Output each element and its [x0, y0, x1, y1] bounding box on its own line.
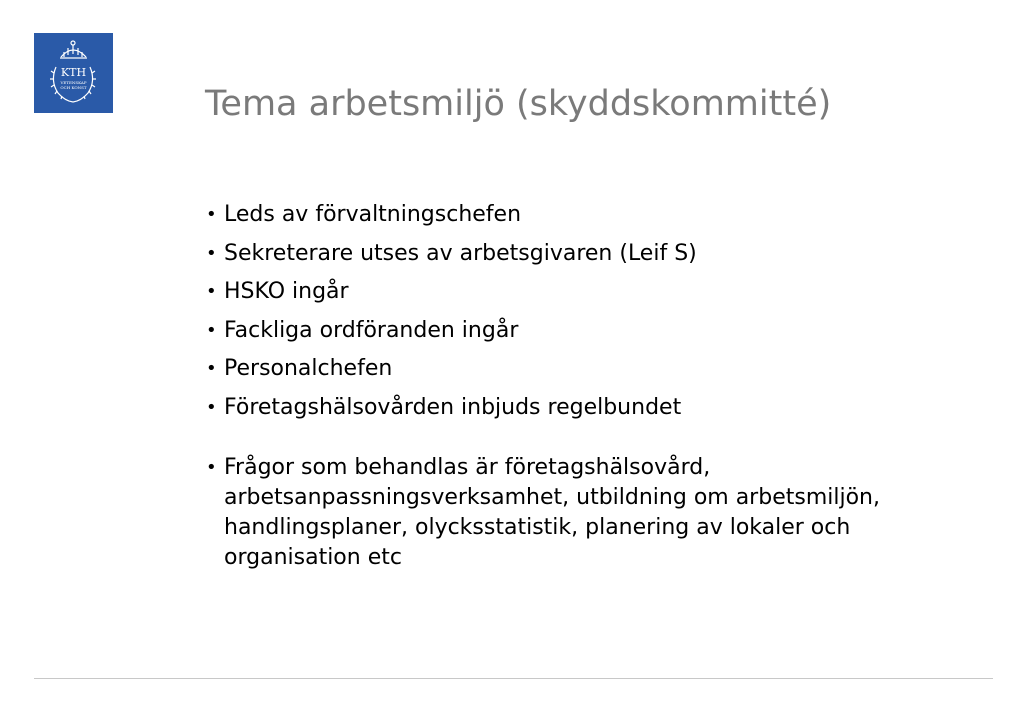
bullet-item: [206, 277, 986, 307]
bullet-icon: •: [206, 396, 217, 418]
slide-title: Tema arbetsmiljö (skyddskommitté): [205, 84, 832, 124]
bullet-icon: •: [206, 319, 217, 341]
bullet-item: [206, 354, 986, 384]
bullet-item: [206, 316, 986, 346]
footer-divider: [34, 678, 993, 679]
bullet-text: Sekreterare utses av arbetsgivaren (Leif S): [224, 240, 697, 266]
bullet-item: [206, 200, 986, 230]
bullet-item: [206, 453, 986, 573]
bullet-text: Leds av förvaltningschefen: [224, 202, 522, 227]
bullet-text: Frågor som behandlas är företagshälsovård, arbetsanpassningsverksamhet, utbildning om arbetsmiljön, handlingsplaner, olycksstatistik, planering av lokaler och organisation etc: [224, 454, 880, 570]
logo-tagline-line-1: VETENSKAP: [60, 80, 87, 85]
bullet-text: Personalchefen: [224, 356, 393, 382]
bullet-icon: •: [206, 456, 217, 478]
kth-crest-icon: [34, 33, 113, 113]
bullet-item: [206, 393, 986, 423]
logo-kth-text: KTH: [60, 66, 87, 79]
bullet-icon: •: [206, 281, 217, 303]
bullet-icon: •: [206, 204, 217, 225]
bullet-text: Fackliga ordföranden ingår: [224, 317, 519, 343]
bullet-item: [206, 239, 986, 269]
bullet-list: [206, 200, 986, 582]
bullet-icon: •: [206, 358, 217, 380]
bullet-icon: •: [206, 242, 217, 264]
logo-tagline-line-2: OCH KONST: [60, 85, 87, 90]
bullet-text: Företagshälsovården inbjuds regelbundet: [224, 394, 682, 420]
kth-logo: [34, 33, 113, 113]
bullet-text: HSKO ingår: [224, 279, 349, 305]
